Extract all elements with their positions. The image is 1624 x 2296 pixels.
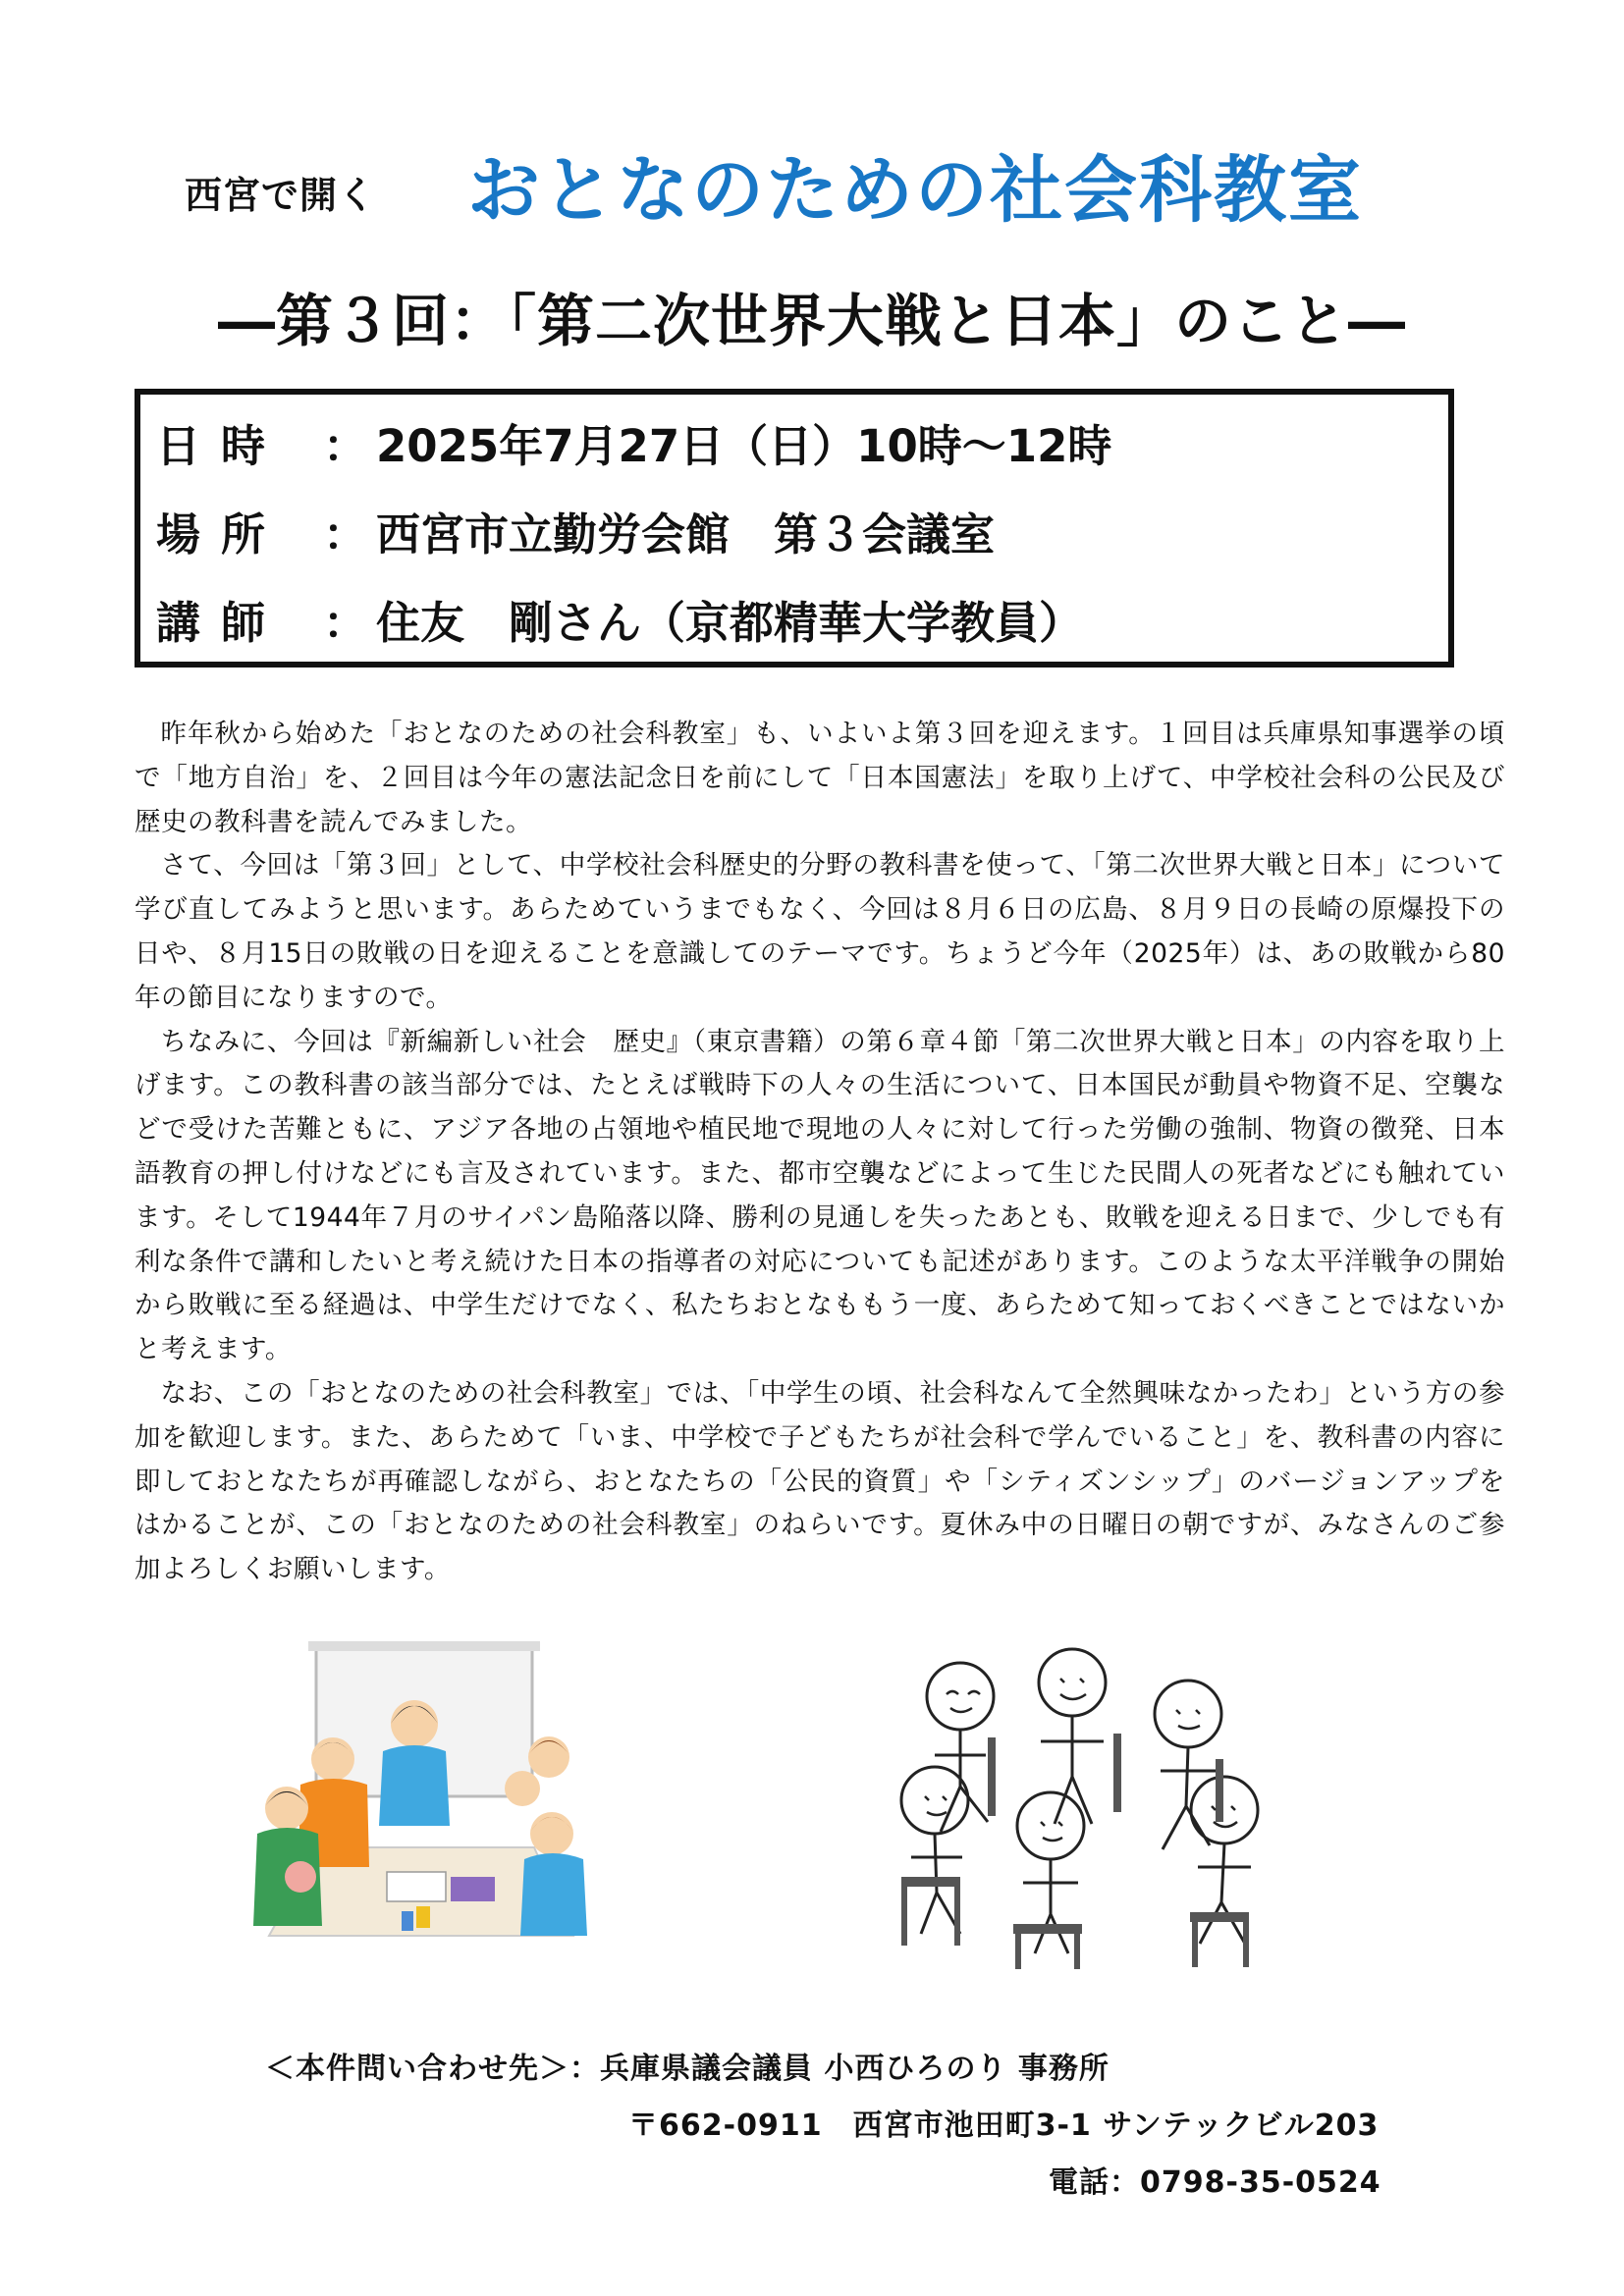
contact-address: 〒662-0911 西宮市池田町3-1 サンテックビル203 (628, 2109, 1380, 2143)
page-title: おとなのための社会科教室 (467, 148, 1363, 233)
contact-phone: 電話：0798-35-0524 (1049, 2165, 1381, 2200)
body-paragraph: なお、この「おとなのための社会科教室」では、「中学生の頃、社会科なんて全然興味なかったわ」という方の参加を歓迎します。また、あらためて「いま、中学校で子どもたちが社会科で学んでいること」を、教科書の内容に即しておとなたちが再確認しながら、おとなたちの「公民的資質」や「シティズンシップ」のバージョンアップをはかることが、この「おとなのための社会科教室」のねらいです。夏休み中の日曜日の朝ですが、みなさんのご参加よろしくお願いします。 (135, 1377, 1505, 1585)
info-row-place: 場 所 ： 西宮市立勤労会館 第３会議室 (156, 499, 995, 562)
info-label-lecturer: 講 師 (156, 597, 266, 649)
meeting-illustration (240, 1641, 605, 1975)
title-prefix: 西宮で開く (185, 174, 377, 217)
info-label-place: 場 所 (156, 508, 266, 561)
contact-heading: ＜本件問い合わせ先＞：兵庫県議会議員 小西ひろのり 事務所 (265, 2052, 1110, 2086)
info-row-date: 日 時 ： 2025年7月27日（日）10時～12時 (156, 410, 1111, 474)
event-info-box (135, 389, 1454, 667)
info-row-lecturer: 講 師 ： 住友 剛さん（京都精華大学教員） (156, 587, 1083, 651)
body-text (135, 713, 1505, 1592)
discussion-illustration (866, 1639, 1278, 1973)
info-value-date: 2025年7月27日（日）10時～12時 (376, 420, 1112, 472)
body-paragraph: ちなみに、今回は『新編新しい社会 歴史』（東京書籍）の第６章４節「第二次世界大戦と日本」の内容を取り上げます。この教科書の該当部分では、たとえば戦時下の人々の生活について、日本国民が動員や物資不足、空襲などで受けた苦難ともに、アジア各地の占領地や植民地で現地の人々に対して行った労働の強制、物資の徴発、日本語教育の押し付けなどにも言及されています。また、都市空襲などによって生じた民間人の死者などにも触れています。そして1944年７月のサイパン島陥落以降、勝利の見通しを失ったあとも、敗戦を迎える日まで、少しでも有利な条件で講和したいと考え続けた日本の指導者の対応についても記述があります。このような太平洋戦争の開始から敗戦に至る経過は、中学生だけでなく、私たちおとなももう一度、あらためて知っておくべきことではないかと考えます。 (135, 1026, 1505, 1365)
body-paragraph: さて、今回は「第３回」として、中学校社会科歴史的分野の教科書を使って、「第二次世界大戦と日本」について学び直してみようと思います。あらためていうまでもなく、今回は８月６日の広島、８月９日の長崎の原爆投下の日や、８月15日の敗戦の日を迎えることを意識してのテーマです。ちょうど今年（2025年）は、あの敗戦から80年の節目になりますので。 (135, 850, 1505, 1013)
info-label-date: 日 時 (156, 420, 266, 472)
page-subtitle: ―第３回：「第二次世界大戦と日本」のこと― (217, 288, 1406, 354)
info-value-lecturer: 住友 剛さん（京都精華大学教員） (376, 597, 1084, 649)
body-paragraph: 昨年秋から始めた「おとなのための社会科教室」も、いよいよ第３回を迎えます。１回目は兵庫県知事選挙の頃で「地方自治」を、２回目は今年の憲法記念日を前にして「日本国憲法」を取り上げて、中学校社会科の公民及び歴史の教科書を読んでみました。 (135, 719, 1505, 837)
info-value-place: 西宮市立勤労会館 第３会議室 (376, 508, 996, 561)
